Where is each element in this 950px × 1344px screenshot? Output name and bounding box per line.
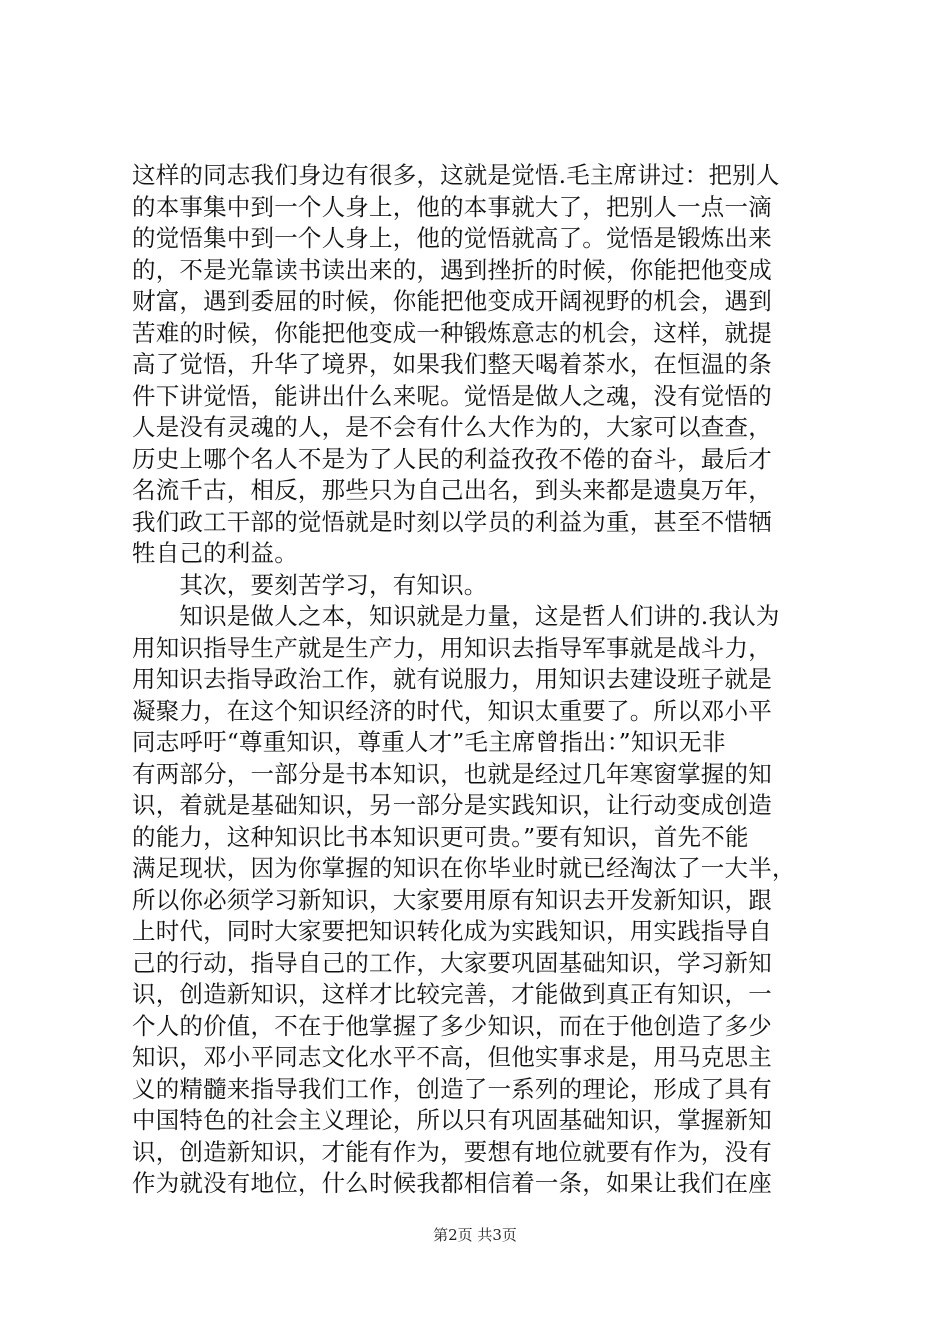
section-heading: 其次，要刻苦学习，有知识。 xyxy=(132,570,488,599)
text-line: 用知识指导生产就是生产力，用知识去指导军事就是战斗力， xyxy=(132,633,772,662)
text-line: 这样的同志我们身边有很多，这就是觉悟.毛主席讲过：把别人 xyxy=(132,161,780,189)
text-line: 的，不是光靠读书读出来的，遇到挫折的时候，你能把他变成 xyxy=(132,255,772,284)
text-line: 中国特色的社会主义理论，所以只有巩固基础知识，掌握新知 xyxy=(132,1106,772,1134)
text-line: 作为就没有地位，什么时候我都相信着一条，如果让我们在座 xyxy=(132,1169,772,1197)
text-line: 的本事集中到一个人身上，他的本事就大了，把别人一点一滴 xyxy=(132,192,772,221)
text-line: 牲自己的利益。 xyxy=(132,539,298,567)
text-line: 义的精髓来指导我们工作，创造了一系列的理论，形成了具有 xyxy=(132,1074,772,1103)
text-line: 满足现状，因为你掌握的知识在你毕业时就已经淘汰了一大半， xyxy=(132,854,796,882)
text-line: 凝聚力，在这个知识经济的时代，知识太重要了。所以邓小平 xyxy=(132,696,772,725)
text-line: 财富，遇到委屈的时候，你能把他变成开阔视野的机会，遇到 xyxy=(132,287,772,315)
text-line: 苦难的时候，你能把他变成一种锻炼意志的机会，这样，就提 xyxy=(132,318,772,347)
text-line: 知识，邓小平同志文化水平不高，但他实事求是，用马克思主 xyxy=(132,1043,772,1071)
text-line: 个人的价值，不在于他掌握了多少知识，而在于他创造了多少 xyxy=(132,1011,772,1040)
page-number-footer: 第2页 共3页 xyxy=(433,1226,517,1244)
text-line: 名流千古，相反，那些只为自己出名，到头来都是遗臭万年， xyxy=(132,476,772,504)
text-line: 上时代，同时大家要把知识转化成为实践知识，用实践指导自 xyxy=(132,917,772,945)
text-line: 知识是做人之本，知识就是力量，这是哲人们讲的.我认为 xyxy=(132,602,780,630)
text-line: 的觉悟集中到一个人身上，他的觉悟就高了。觉悟是锻炼出来 xyxy=(132,224,772,252)
text-line: 人是没有灵魂的人，是不会有什么大作为的，大家可以查查， xyxy=(132,413,772,441)
text-line: 所以你必须学习新知识，大家要用原有知识去开发新知识，跟 xyxy=(132,885,772,914)
text-line: 识，创造新知识，这样才比较完善，才能做到真正有知识，一 xyxy=(132,980,772,1008)
text-line: 有两部分，一部分是书本知识，也就是经过几年寒窗掌握的知 xyxy=(132,759,772,788)
text-line: 我们政工干部的觉悟就是时刻以学员的利益为重，甚至不惜牺 xyxy=(132,507,772,536)
text-line: 件下讲觉悟，能讲出什么来呢。觉悟是做人之魂，没有觉悟的 xyxy=(132,381,772,410)
text-line: 识，创造新知识，才能有作为，要想有地位就要有作为，没有 xyxy=(132,1137,772,1166)
text-line: 用知识去指导政治工作，就有说服力，用知识去建设班子就是 xyxy=(132,665,772,693)
text-line: 同志呼吁“尊重知识，尊重人才”毛主席曾指出：”知识无非 xyxy=(132,728,726,756)
text-line: 高了觉悟，升华了境界，如果我们整天喝着茶水，在恒温的条 xyxy=(132,350,772,378)
text-line: 历史上哪个名人不是为了人民的利益孜孜不倦的奋斗，最后才 xyxy=(132,444,772,473)
text-line: 的能力，这种知识比书本知识更可贵。”要有知识，首先不能 xyxy=(132,822,749,851)
text-line: 识，着就是基础知识，另一部分是实践知识，让行动变成创造 xyxy=(132,791,772,819)
text-line: 己的行动，指导自己的工作，大家要巩固基础知识，学习新知 xyxy=(132,948,772,977)
body-text xyxy=(132,160,832,1200)
